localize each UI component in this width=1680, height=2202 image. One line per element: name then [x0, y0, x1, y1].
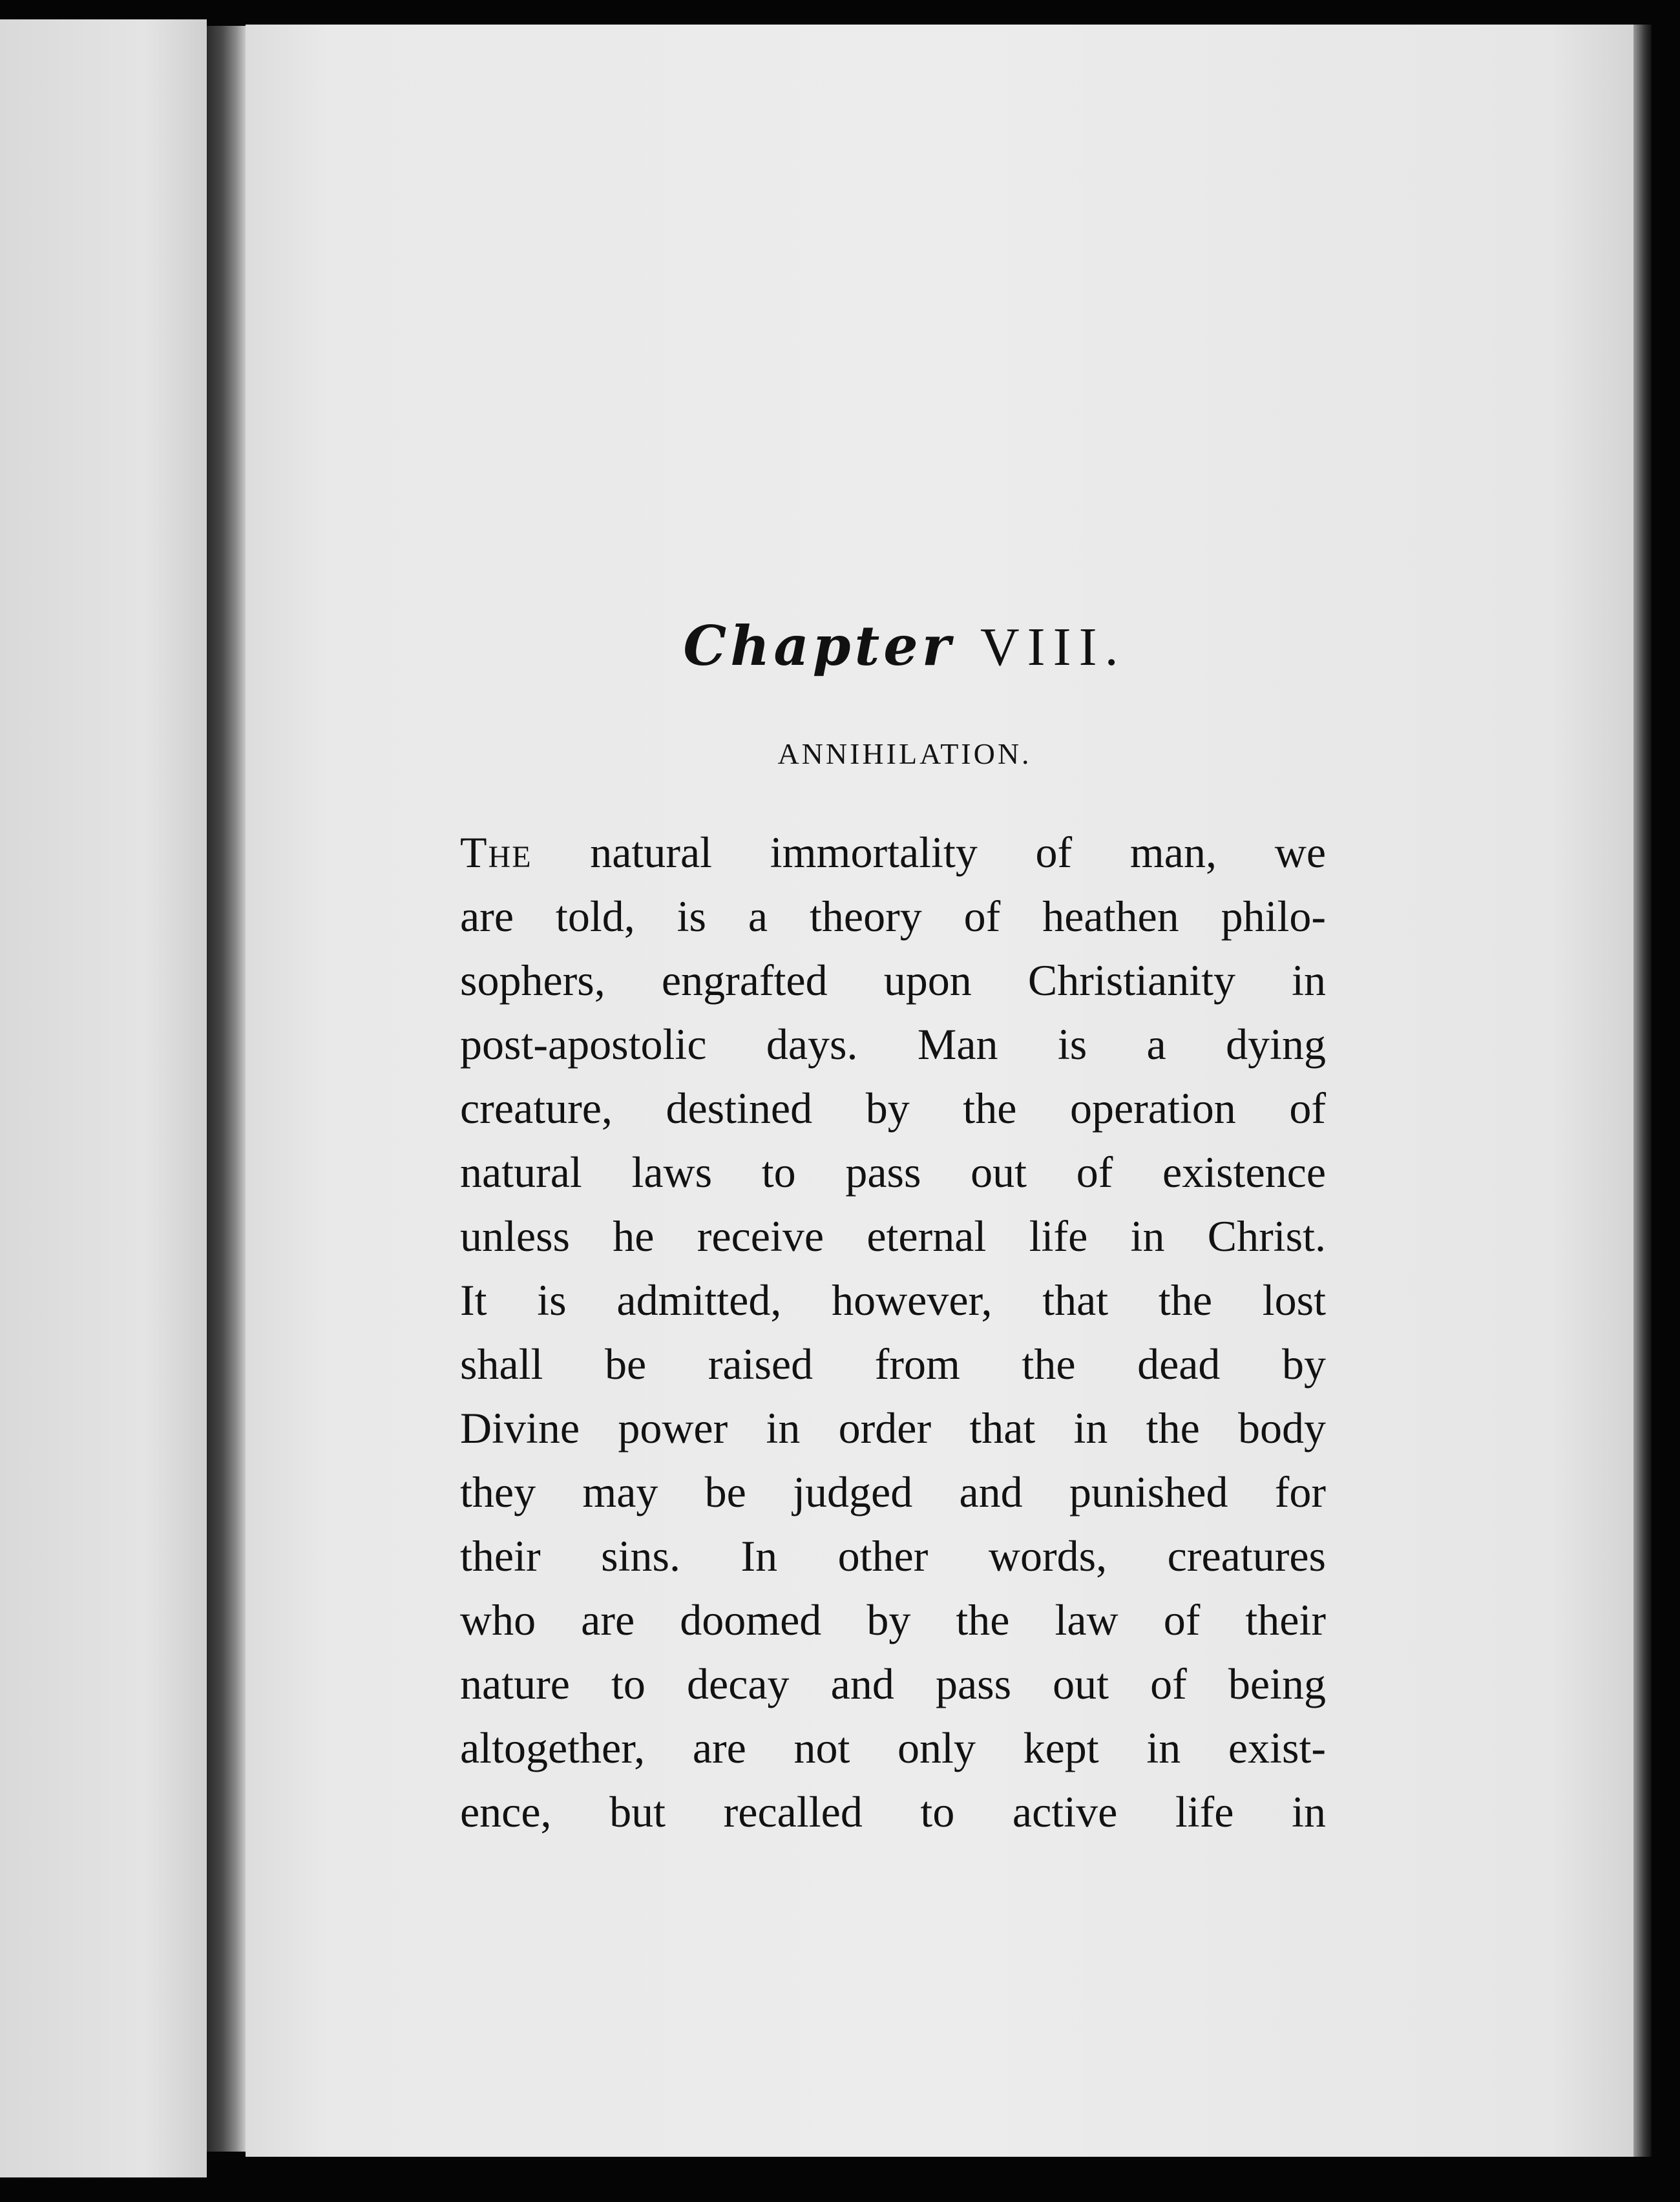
- text-line: altogether, are not only kept in exist-: [460, 1723, 1326, 1772]
- text-line: who are doomed by the law of their: [460, 1595, 1326, 1644]
- chapter-heading: [0, 614, 1680, 678]
- text-line: unless he receive eternal life in Christ.: [460, 1211, 1326, 1261]
- chapter-word: Chapter: [683, 614, 954, 678]
- text-line: nature to decay and pass out of being: [460, 1659, 1326, 1708]
- page-edge-shadow: [1633, 25, 1652, 2157]
- text-line: It is admitted, however, that the lost: [460, 1275, 1326, 1325]
- text-line: creature, destined by the operation of: [460, 1084, 1326, 1133]
- drop-word: The: [460, 828, 532, 877]
- text-line: shall be raised from the dead by: [460, 1339, 1326, 1389]
- body-paragraph: [460, 821, 1326, 1844]
- text-line: are told, is a theory of heathen philo-: [460, 892, 1326, 941]
- text-line: Divine power in order that in the body: [460, 1403, 1326, 1452]
- text-line: their sins. In other words, creatures: [460, 1531, 1326, 1580]
- text-line: [460, 821, 1326, 885]
- chapter-number: VIII.: [980, 617, 1126, 677]
- text-line: post-apostolic days. Man is a dying: [460, 1020, 1326, 1069]
- text-line: ence, but recalled to active life in: [460, 1787, 1326, 1836]
- text-line: sophers, engrafted upon Christianity in: [460, 956, 1326, 1005]
- first-line-text: natural immortality of man, we: [532, 828, 1326, 877]
- text-line: they may be judged and punished for: [460, 1467, 1326, 1516]
- binding-gutter: [207, 26, 246, 2152]
- section-title: ANNIHILATION.: [777, 737, 1032, 770]
- facing-page: [0, 19, 207, 2177]
- text-line: natural laws to pass out of existence: [460, 1148, 1326, 1197]
